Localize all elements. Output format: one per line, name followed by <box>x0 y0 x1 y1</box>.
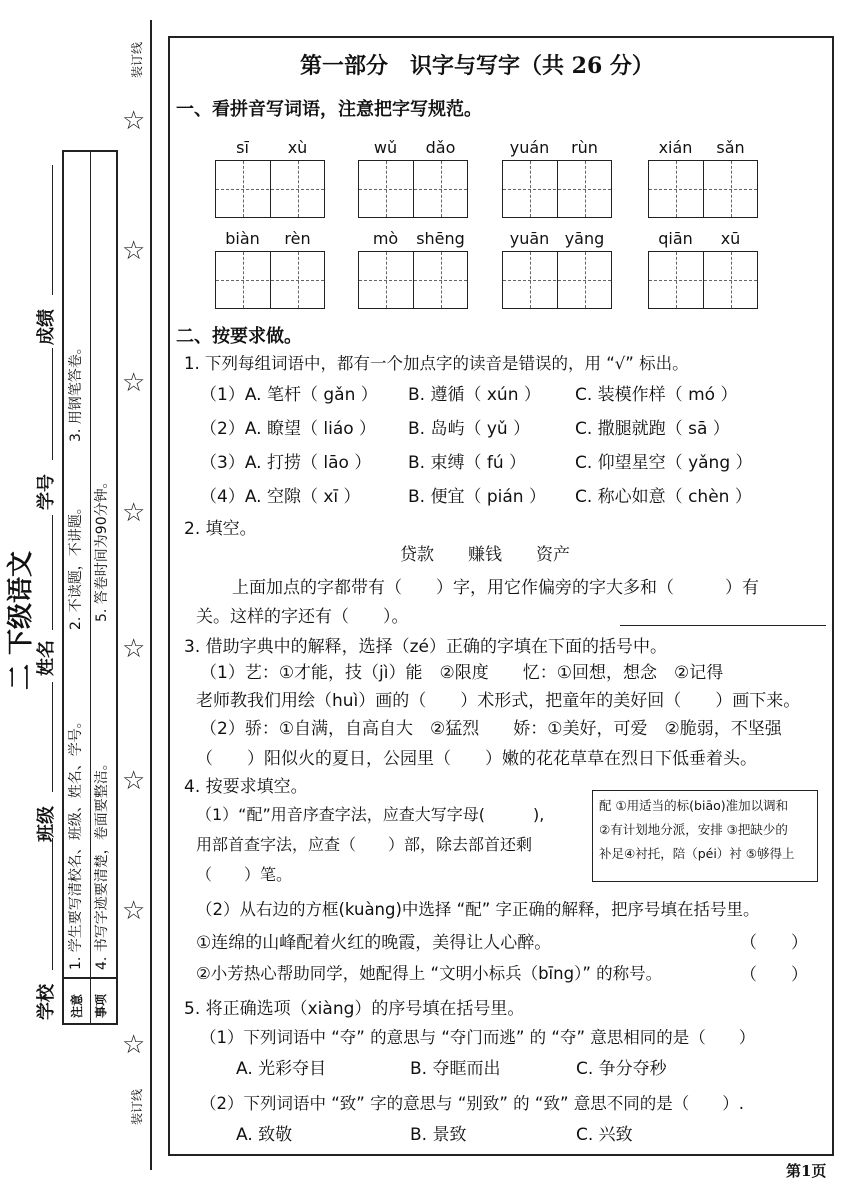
writing-grid[interactable] <box>215 160 325 218</box>
binding-label-top: 装订线 <box>130 41 144 78</box>
pinyin: biàn <box>225 229 260 248</box>
page-title: 第一部分 识字与写字（共 26 分） <box>300 53 654 79</box>
s4-l3: （ ）笔。 <box>196 865 293 884</box>
writing-grid[interactable] <box>648 251 758 309</box>
star-icon: ☆ <box>122 1030 146 1060</box>
field-class-line <box>52 682 53 792</box>
option-a[interactable]: A. 瞭望（ liáo ） <box>244 419 377 439</box>
s3-l1: （1）艺：①才能，技（jì）能 ②限度 忆：①回想，想念 ②记得 <box>200 663 724 683</box>
field-number: 学号 <box>36 474 57 510</box>
q1-heading: 一、看拼音写词语，注意把字写规范。 <box>176 99 482 120</box>
row-num: （3） <box>200 453 245 473</box>
notice-item-4: 4. 书写字迹要清楚，卷面要整洁。 <box>94 756 110 970</box>
writing-grid[interactable] <box>648 160 758 218</box>
s1-title: 1. 下列每组词语中，都有一个加点字的读音是错误的，用 “√” 标出。 <box>184 354 689 373</box>
pinyin: xián <box>658 138 693 157</box>
row-num: （2） <box>200 419 245 439</box>
s1-rows <box>200 380 820 510</box>
s2-line1: 上面加点的字都带有（ ）字，用它作偏旁的字大多和（ ）有 <box>232 578 759 598</box>
field-name: 姓名 <box>36 640 57 676</box>
option-c[interactable]: C. 装模作样（ mó ） <box>575 385 738 405</box>
row-num: （1） <box>200 385 245 405</box>
field-number-line <box>52 348 53 460</box>
s4-title: 4. 按要求填空。 <box>184 777 308 797</box>
s5-title: 5. 将正确选项（xiàng）的序号填在括号里。 <box>184 999 525 1019</box>
pinyin-grid <box>358 138 468 218</box>
option-a[interactable]: A. 打捞（ lāo ） <box>244 453 372 473</box>
pinyin: qiān <box>658 229 693 248</box>
pinyin-grid <box>215 138 325 218</box>
s5-q1: （1）下列词语中 “夺” 的意思与 “夺门而逃” 的 “夺” 意思相同的是（ ） <box>200 1028 756 1047</box>
row-num: （4） <box>200 487 245 507</box>
notice-item-3: 3. 用钢笔答卷。 <box>68 340 84 442</box>
option-a[interactable]: A. 笔杆（ gǎn ） <box>244 385 378 405</box>
binding-line <box>150 20 152 1170</box>
pinyin: wǔ <box>373 138 398 157</box>
answer-bracket[interactable]: （ ） <box>740 933 808 953</box>
pinyin: yāng <box>564 229 605 248</box>
field-score-line <box>52 165 53 295</box>
star-icon: ☆ <box>122 236 146 266</box>
s4-l4: （2）从右边的方框(kuàng)中选择 “配” 字正确的解释，把序号填在括号里。 <box>196 900 760 919</box>
option-a[interactable]: A. 致敬 <box>236 1125 293 1145</box>
star-icon: ☆ <box>122 498 146 528</box>
pinyin-grid <box>358 229 468 309</box>
s3-l3: （2）骄：①自满，自高自大 ②猛烈 娇：①美好，可爱 ②脆弱，不坚强 <box>200 719 782 739</box>
divider <box>620 625 826 626</box>
pinyin: rùn <box>571 138 598 157</box>
notice-item-2: 2. 不读题，不讲题。 <box>68 500 84 630</box>
binding-label-bottom: 装订线 <box>130 1088 144 1125</box>
option-b[interactable]: B. 遵循（ xún ） <box>408 385 541 405</box>
option-c[interactable]: C. 兴致 <box>576 1125 633 1145</box>
field-school-line <box>52 838 53 970</box>
pinyin: mò <box>372 229 399 248</box>
option-b[interactable]: B. 岛屿（ yǔ ） <box>408 419 531 439</box>
pinyin: dǎo <box>425 138 456 157</box>
option-b[interactable]: B. 夺眶而出 <box>410 1059 501 1079</box>
star-icon: ☆ <box>122 896 146 926</box>
dict-line: 补足④衬托，陪（péi）衬 ⑤够得上 <box>599 846 795 861</box>
dictionary-box <box>592 790 818 882</box>
writing-grid[interactable] <box>215 251 325 309</box>
s2-line2: 关。这样的字还有（ ）。 <box>196 607 409 627</box>
pinyin-grid <box>648 138 758 218</box>
star-icon: ☆ <box>122 106 146 136</box>
s4-l2: 用部首查字法，应查（ ）部，除去部首还剩 <box>196 835 533 854</box>
pinyin: yuán <box>509 138 550 157</box>
s3-l4: （ ）阳似火的夏日，公园里（ ）嫩的花花草草在烈日下低垂着头。 <box>196 749 757 769</box>
pinyin: rèn <box>284 229 311 248</box>
option-b[interactable]: B. 景致 <box>410 1125 467 1145</box>
pinyin-grid <box>648 229 758 309</box>
notice-item-1: 1. 学生要写清校名、班级、姓名、学号。 <box>68 714 84 970</box>
s2-title: 2. 填空。 <box>184 519 257 539</box>
option-a[interactable]: A. 光彩夺目 <box>236 1059 327 1079</box>
pinyin-grid <box>215 229 325 309</box>
notice-label-2: 事项 <box>94 993 108 1018</box>
writing-grid[interactable] <box>502 160 612 218</box>
field-score: 成绩 <box>36 309 57 345</box>
pinyin: xù <box>287 138 308 157</box>
s2-words: 贷款 赚钱 资产 <box>400 545 570 565</box>
option-c[interactable]: C. 撒腿就跑（ sā ） <box>575 419 730 439</box>
s3-l2: 老师教我们用绘（huì）画的（ ）术形式，把童年的美好回（ ）画下来。 <box>196 691 801 711</box>
s4-l5: ①连绵的山峰配着火红的晚霞，美得让人心醉。 <box>196 933 552 953</box>
dict-line: 配 ①用适当的标(biāo)准加以调和 <box>599 798 789 813</box>
s4-l1: （1）“配”用音序查字法，应查大写字母( ), <box>196 805 545 824</box>
option-b[interactable]: B. 束缚（ fú ） <box>408 453 527 473</box>
answer-bracket[interactable]: （ ） <box>740 965 808 985</box>
star-icon: ☆ <box>122 766 146 796</box>
s5-q2: （2）下列词语中 “致” 字的意思与 “别致” 的 “致” 意思不同的是（ ）. <box>200 1094 745 1113</box>
writing-grid[interactable] <box>502 251 612 309</box>
s3-title: 3. 借助字典中的解释，选择（zé）正确的字填在下面的括号中。 <box>184 637 668 657</box>
pinyin: sī <box>236 138 249 157</box>
notice-item-5: 5. 答卷时间为90分钟。 <box>94 474 110 622</box>
star-icon: ☆ <box>122 368 146 398</box>
option-c[interactable]: C. 仰望星空（ yǎng ） <box>575 453 753 473</box>
pinyin-grid <box>502 138 612 218</box>
page-number: 第1页 <box>786 1162 827 1180</box>
pinyin: xū <box>720 229 741 248</box>
pinyin: yuān <box>509 229 550 248</box>
writing-grid[interactable] <box>358 160 468 218</box>
option-b[interactable]: B. 便宜（ pián ） <box>408 487 546 507</box>
pinyin: shēng <box>416 229 465 248</box>
field-name-line <box>52 515 53 630</box>
star-icon: ☆ <box>122 634 146 664</box>
field-school: 学校 <box>36 984 57 1020</box>
field-class: 班级 <box>36 806 57 842</box>
q2-heading: 二、按要求做。 <box>176 326 302 347</box>
writing-grid[interactable] <box>358 251 468 309</box>
pinyin-grid <box>502 229 612 309</box>
option-a[interactable]: A. 空隙（ xī ） <box>244 487 361 507</box>
s4-l6: ②小芳热心帮助同学，她配得上 “文明小标兵（bīng）” 的称号。 <box>196 964 663 983</box>
pinyin: sǎn <box>716 138 745 157</box>
dict-line: ②有计划地分派，安排 ③把缺少的 <box>599 822 788 837</box>
option-c[interactable]: C. 争分夺秒 <box>576 1059 667 1079</box>
notice-label-1: 注意 <box>70 993 84 1018</box>
grade-title: 二 下级语文 <box>6 550 36 690</box>
option-c[interactable]: C. 称心如意（ chèn ） <box>575 487 752 507</box>
